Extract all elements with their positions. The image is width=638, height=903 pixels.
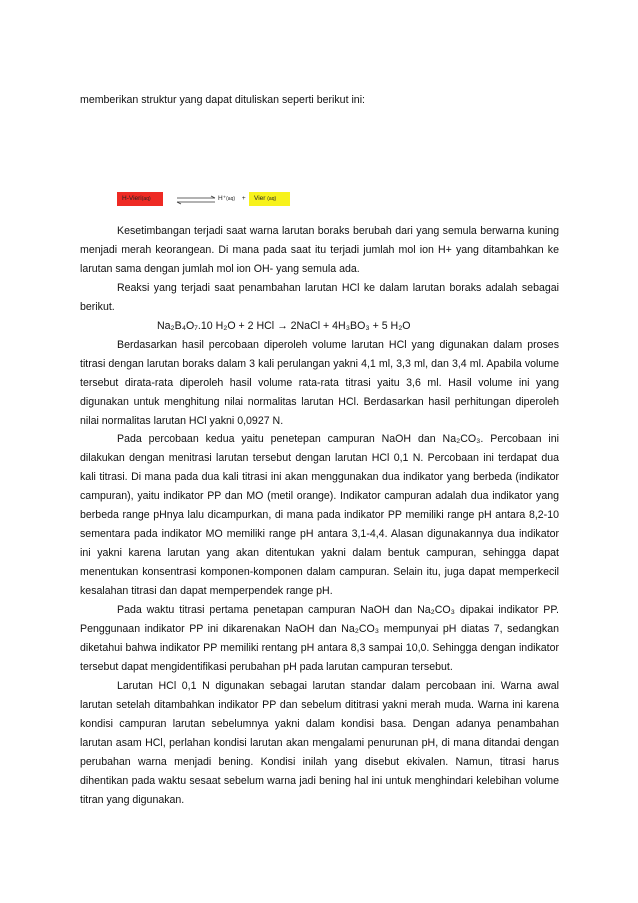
vier-state: (aq) [267, 196, 277, 202]
plus-sign: + [241, 195, 246, 202]
h-vieri-state: (aq) [141, 196, 151, 202]
paragraph-larutan-hcl: Larutan HCl 0,1 N digunakan sebagai larutan standar dalam percobaan ini. Warna awal larutan setelah ditambahkan indikator PP dan sebelum dititrasi yakni merah muda. Warna ini karena kondisi campuran larutan sebelumnya yakni dalam kondisi basa. Dengan adanya penambahan larutan asam HCl, perlahan kondisi larutan akan mengalami penurunan pH, di mana ditandai dengan perubahan warna menjadi bening. Kondisi inilah yang disebut ekivalen. Namun, titrasi harus dihentikan pada waktu sesaat sebelum warna jadi bening hal ini untuk menghindari kelebihan volume titran yang digunakan. [80, 679, 559, 806]
vier-label: Vier [254, 195, 266, 202]
intro-sentence: memberikan struktur yang dapat dituliskan seperti berikut ini: [80, 94, 365, 106]
h-vieri-label: H-Vieri [122, 195, 142, 202]
hydrogen-ion-label: H⁺ [218, 195, 227, 202]
paragraph-titrasi-pertama: Pada waktu titrasi pertama penetapan campuran NaOH dan Na₂CO₃ dipakai indikator PP. Penggunaan indikator PP ini dikarenakan NaOH dan Na₂CO₃ mempunyai pH diatas 7, sedangkan diketahui bahwa indikator PP memiliki rentang pH antara 8,3 sampai 10,0. Sehingga dengan indikator tersebut dapat mengidentifikasi perubahan pH pada larutan campuran tersebut. [80, 604, 559, 673]
hydrogen-ion-term [218, 192, 246, 206]
paragraph-hasil-percobaan: Berdasarkan hasil percobaan diperoleh volume larutan HCl yang digunakan dalam proses titrasi dengan larutan boraks dalam 3 kali perulangan yakni 4,1 ml, 3,3 ml, dan 3,4 ml. Apabila volume tersebut dirata-rata diperoleh hasil volume rata-rata titrasi yaitu 3,6 ml. Hasil volume ini yang digunakan untuk menghitung nilai normalitas larutan HCl. Berdasarkan hasil perhitungan diperoleh nilai normalitas larutan HCl yakni 0,0927 N. [80, 338, 559, 427]
paragraph-percobaan-kedua: Pada percobaan kedua yaitu penetepan campuran NaOH dan Na₂CO₃. Percobaan ini dilakukan dengan menitrasi larutan tersebut dengan larutan HCl 0,1 N. Percobaan ini terdapat dua kali titrasi. Di mana pada dua kali titrasi ini akan menggunakan dua indikator yang berbeda (indikator campuran), yaitu indikator PP dan MO (metil orange). Indikator campuran adalah dua indikator yang berbeda range pHnya lalu dicampurkan, di mana pada indikator PP memiliki range pH antara 8,2-10 sementara pada indikator MO memiliki range pH antara 3,1-4,4. Alasan digunakannya dua indikator ini yakni karena larutan yang akan ditentukan yakni dalam bentuk campuran, sehingga dapat menentukan konsentrasi komponen-komponen dalam campuran. Selain itu, juga dapat memperkecil kesalahan titrasi dan dapat memperpendek range pH. [80, 433, 559, 598]
body-text [80, 222, 559, 810]
h-vieri-box [117, 192, 163, 206]
equilibrium-equation-image [117, 192, 317, 208]
reaction-equation: Na₂B₄O₇.10 H₂O + 2 HCl → 2NaCl + 4H₃BO₃ + 5 H₂O [157, 319, 411, 332]
paragraph-kesetimbangan: Kesetimbangan terjadi saat warna larutan boraks berubah dari yang semula berwarna kuning menjadi merah keorangean. Di mana pada saat itu terjadi jumlah mol ion H+ yang ditambahkan ke larutan sama dengan jumlah mol ion OH- yang semula ada. [80, 225, 559, 275]
vier-box [249, 192, 290, 206]
paragraph-reaksi: Reaksi yang terjadi saat penambahan larutan HCl ke dalam larutan boraks adalah sebagai berikut. [80, 281, 559, 313]
equilibrium-arrow-icon [175, 193, 217, 205]
hydrogen-ion-state: (aq) [226, 196, 236, 202]
